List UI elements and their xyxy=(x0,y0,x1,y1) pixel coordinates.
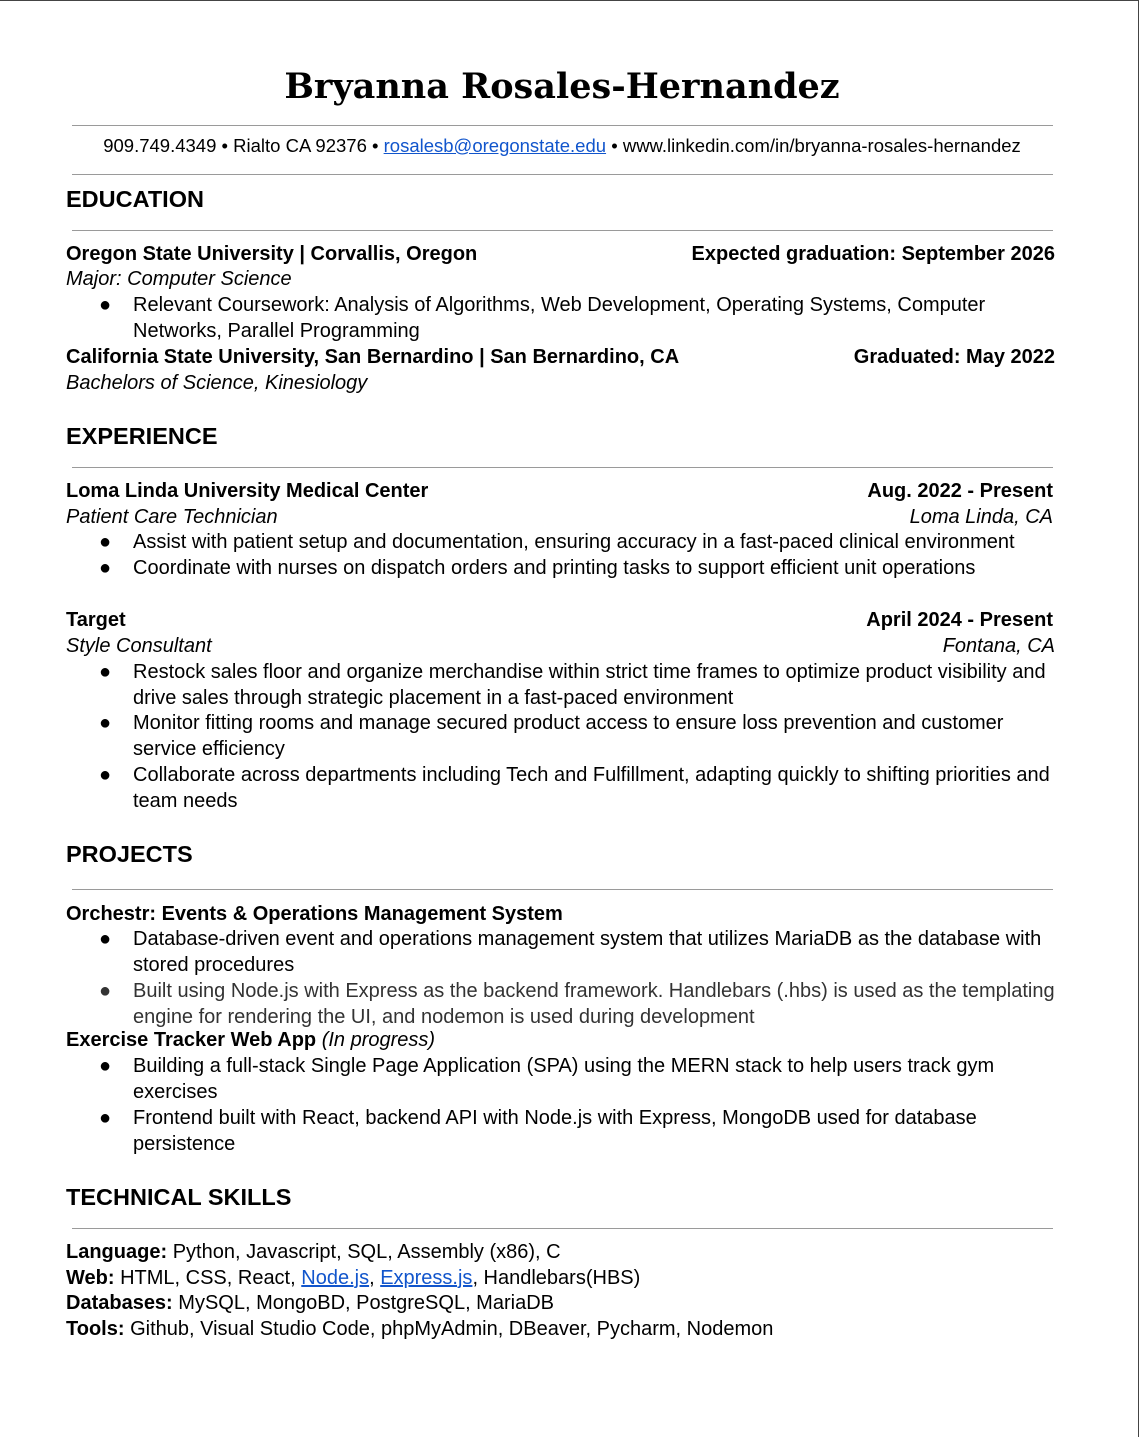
company-name: Loma Linda University Medical Center xyxy=(66,480,429,502)
school-name: Oregon State University | Corvallis, Oregon xyxy=(66,243,478,265)
degree: Major: Computer Science xyxy=(66,268,292,290)
contact-linkedin: www.linkedin.com/in/bryanna-rosales-hernandez xyxy=(622,135,1021,156)
list-item xyxy=(66,762,1055,814)
job-role: Style Consultant xyxy=(66,635,212,657)
contact-separator: • xyxy=(611,135,618,156)
job-header xyxy=(66,478,1053,504)
education-entry-osu-header xyxy=(66,241,1055,267)
contact-email-link[interactable]: rosalesb@oregonstate.edu xyxy=(383,135,607,156)
job-role: Patient Care Technician xyxy=(66,506,278,528)
project-header xyxy=(66,1027,1055,1053)
bullet-icon: ● xyxy=(99,712,112,734)
job-subheader xyxy=(66,504,1053,530)
skills-value: Github, Visual Studio Code, phpMyAdmin, DBeaver, Pycharm, Nodemon xyxy=(130,1318,774,1340)
skills-heading: TECHNICAL SKILLS xyxy=(66,1184,292,1210)
bullet-icon: ● xyxy=(99,1055,112,1077)
education-rule xyxy=(72,230,1053,231)
list-item xyxy=(66,1053,1055,1105)
list-item xyxy=(66,1105,1055,1157)
list-item xyxy=(66,529,1055,555)
contact-separator: • xyxy=(372,135,379,156)
bullet-text: Coordinate with nurses on dispatch orders and printing tasks to support efficient unit operations xyxy=(133,557,976,579)
education-date: Expected graduation: September 2026 xyxy=(691,243,1055,265)
bullet-icon: ● xyxy=(99,557,112,579)
header-rule-bottom xyxy=(72,174,1053,175)
job-header xyxy=(66,607,1053,633)
list-item xyxy=(66,926,1055,978)
skills-web-row xyxy=(66,1265,1055,1291)
bullet-text: Assist with patient setup and documentation, ensuring accuracy in a fast-paced clinical environment xyxy=(133,531,1015,553)
skills-separator: , xyxy=(369,1267,375,1289)
skills-value: , Handlebars(HBS) xyxy=(472,1267,641,1289)
job-location: Loma Linda, CA xyxy=(909,506,1053,528)
bullet-text: Built using Node.js with Express as the backend framework. Handlebars (.hbs) is used as the templating engine for rendering the UI, and nodemon is used during development xyxy=(133,980,1055,1028)
company-name: Target xyxy=(66,609,126,631)
resume-name: Bryanna Rosales-Hernandez xyxy=(284,66,840,107)
contact-phone: 909.749.4349 xyxy=(103,135,217,156)
bullet-icon: ● xyxy=(99,980,112,1002)
experience-heading: EXPERIENCE xyxy=(66,423,218,449)
project-name: Orchestr: Events & Operations Management System xyxy=(66,903,563,925)
education-date: Graduated: May 2022 xyxy=(853,346,1055,368)
bullet-text: Database-driven event and operations management system that utilizes MariaDB as the database with stored procedures xyxy=(133,928,1042,976)
expressjs-link[interactable]: Express.js xyxy=(380,1267,473,1289)
header-rule-top xyxy=(72,125,1053,126)
school-name: California State University, San Bernardino | San Bernardino, CA xyxy=(66,346,680,368)
list-item xyxy=(66,978,1055,1030)
bullet-icon: ● xyxy=(99,294,112,316)
job-date: April 2024 - Present xyxy=(866,609,1053,631)
skills-value: Python, Javascript, SQL, Assembly (x86), C xyxy=(172,1241,561,1263)
bullet-icon: ● xyxy=(99,764,112,786)
bullet-icon: ● xyxy=(99,928,112,950)
bullet-icon: ● xyxy=(99,661,112,683)
job-date: Aug. 2022 - Present xyxy=(867,480,1053,502)
projects-rule xyxy=(72,889,1053,890)
projects-heading: PROJECTS xyxy=(66,841,193,867)
skills-label: Language: xyxy=(66,1241,168,1263)
list-item xyxy=(66,292,1055,344)
contact-line xyxy=(0,135,1124,157)
skills-databases-row xyxy=(66,1290,1055,1316)
bullet-text: Collaborate across departments including Tech and Fulfillment, adapting quickly to shifting priorities and team needs xyxy=(133,764,1050,812)
bullet-text: Relevant Coursework: Analysis of Algorithms, Web Development, Operating Systems, Computer Networks, Parallel Programming xyxy=(133,294,986,342)
skills-rule xyxy=(72,1228,1053,1229)
education-entry-csusb-header xyxy=(66,344,1055,370)
skills-tools-row xyxy=(66,1316,1055,1342)
list-item xyxy=(66,659,1055,711)
bullet-icon: ● xyxy=(99,531,112,553)
bullet-text: Restock sales floor and organize merchandise within strict time frames to optimize product visibility and drive sales through strategic placement in a fast-paced environment xyxy=(133,661,1046,709)
project-name: Exercise Tracker Web App xyxy=(66,1029,317,1051)
contact-separator: • xyxy=(221,135,229,156)
skills-label: Tools: xyxy=(66,1318,125,1340)
bullet-text: Frontend built with React, backend API with Node.js with Express, MongoDB used for database persistence xyxy=(133,1107,977,1155)
skills-value: HTML, CSS, React, xyxy=(120,1267,296,1289)
bullet-icon: ● xyxy=(99,1107,112,1129)
degree: Bachelors of Science, Kinesiology xyxy=(66,372,368,394)
skills-label: Web: xyxy=(66,1267,115,1289)
experience-rule xyxy=(72,467,1053,468)
project-status: (In progress) xyxy=(321,1029,436,1051)
bullet-text: Monitor fitting rooms and manage secured product access to ensure loss prevention and customer service efficiency xyxy=(133,712,1004,760)
list-item xyxy=(66,710,1055,762)
skills-language-row xyxy=(66,1239,1055,1265)
list-item xyxy=(66,555,1055,581)
education-heading: EDUCATION xyxy=(66,186,204,212)
nodejs-link[interactable]: Node.js xyxy=(301,1267,370,1289)
contact-location: Rialto CA 92376 xyxy=(233,135,367,156)
job-subheader xyxy=(66,633,1055,659)
job-location: Fontana, CA xyxy=(942,635,1055,657)
bullet-text: Building a full-stack Single Page Application (SPA) using the MERN stack to help users track gym exercises xyxy=(133,1055,995,1103)
skills-value: MySQL, MongoBD, PostgreSQL, MariaDB xyxy=(178,1292,554,1314)
skills-label: Databases: xyxy=(66,1292,173,1314)
